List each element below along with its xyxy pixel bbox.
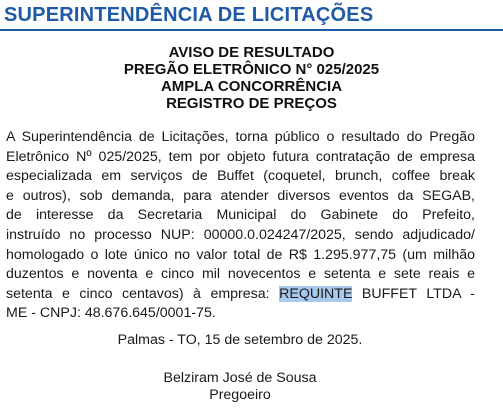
company-line-suffix: BUFFET LTDA - <box>352 285 475 302</box>
body-line: e outros), sob demanda, para atender diversos eventos da SEGAB, <box>6 187 475 204</box>
notice-heading-line-3: AMPLA CONCORRÊNCIA <box>160 78 343 95</box>
notice-heading <box>0 44 503 112</box>
notice-body <box>6 128 475 324</box>
selected-company-name[interactable]: REQUINTE <box>279 285 353 302</box>
body-line: duzentos e noventa e cinco mil novecentos e setenta e sete reais e <box>6 266 475 283</box>
body-line: A Superintendência de Licitações, torna público o resultado do Pregão <box>6 129 475 145</box>
section-header <box>0 2 503 31</box>
notice-heading-line-4: REGISTRO DE PREÇOS <box>166 95 337 112</box>
body-line: Eletrônico Nº 025/2025, tem por objeto futura contratação de empresa <box>6 148 475 165</box>
company-line-prefix: setenta e cinco centavos) à empresa: <box>6 285 280 302</box>
place-date: Palmas - TO, 15 de setembro de 2025. <box>117 332 363 348</box>
notice-heading-line-2: PREGÃO ELETRÔNICO N° 025/2025 <box>123 61 380 78</box>
signer-name: Belziram José de Sousa <box>163 370 317 386</box>
body-line: de interesse da Secretaria Municipal do Gabinete do Prefeito, <box>6 207 475 224</box>
notice-heading-line-1: AVISO DE RESULTADO <box>168 44 335 61</box>
body-line: instruído no processo NUP: 00000.0.024247/2025, sendo adjudicado/ <box>6 226 475 243</box>
section-title: SUPERINTENDÊNCIA DE LICITAÇÕES <box>4 4 374 26</box>
cnpj-line: ME - CNPJ: 48.676.645/0001-75. <box>6 305 216 322</box>
signer-role: Pregoeiro <box>209 387 271 403</box>
company-line <box>6 285 475 305</box>
body-line: homologado o lote único no valor total de R$ 1.295.977,75 (um milhão <box>6 246 475 263</box>
body-line: especializada em serviços de Buffet (coquetel, brunch, coffee break <box>6 168 475 185</box>
signature-block <box>0 370 480 404</box>
